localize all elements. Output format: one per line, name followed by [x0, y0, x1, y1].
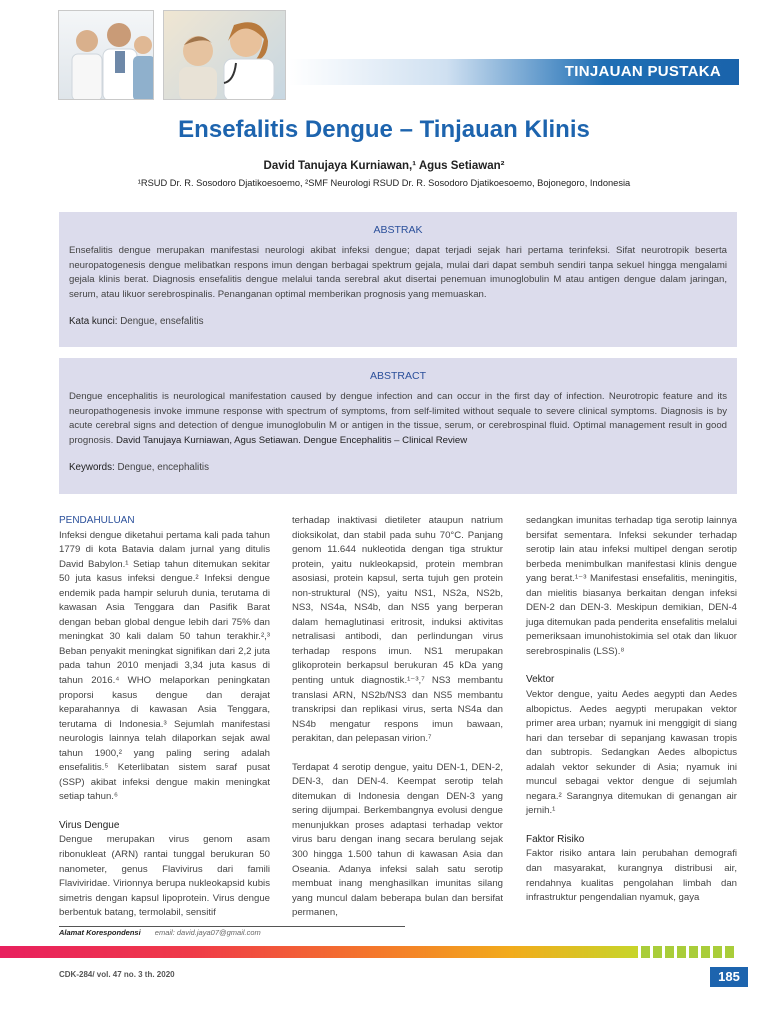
paragraph-virus-b: terhadap inaktivasi dietileter ataupun natrium dioksikolat, dan stabil pada suhu 70°C. Panjang genom 11.644 nukleotida dengan tiga struktur protein, yaitu nukleokapsid, protein membran asosiasi, protein kapsul, serta tujuh gen protein non-struktural (NS), yaitu NS1, NS2a, NS2b, NS3, NS4a, NS4b, dan NS5 yang berperan dalam hemaglutinasi eritrosit, induksi aktivitas netralisasi antibodi, dan perlindungan virus terhadap respons imun. NS1 merupakan glikoprotein berkapsul berukuran 45 kDa yang penting untuk diagnostik.¹⁻³,⁷ NS3 membantu translasi ARN, NS2b/NS3 dan NS5 membantu transkripsi dan replikasi virus, serta NS4a dan NS4b mengatur respons imun bawaan, perakitan, dan pelepasan virion.⁷	[292, 515, 503, 745]
section-heading-pendahuluan: PENDAHULUAN	[59, 515, 135, 526]
subheading-virus-dengue: Virus Dengue	[59, 819, 120, 831]
abstract-body: Dengue encephalitis is neurological manifestation caused by dengue infection and can occur in the first day of infection. Neurotropic feature and its neuropathogenesis invoke immune response with spectrum of symptoms, from self-limited without sequale to severe clinical symptoms. Diagnosis is by acute cerebral signs and detection of dengue imunoglobulin M or antigen in the tissue, serum, or cerebrospinal fluid. Optimal management result in good prognosis.	[69, 391, 727, 446]
abstract-text	[69, 390, 727, 448]
color-stripe	[0, 946, 768, 958]
body-column-2	[292, 514, 503, 921]
subheading-faktor-risiko: Faktor Risiko	[526, 833, 585, 845]
color-stripe-squares	[641, 946, 734, 958]
paragraph-virus-c: Terdapat 4 serotip dengue, yaitu DEN-1, DEN-2, DEN-3, dan DEN-4. Keempat serotip telah ditemukan di Indonesia dengan DEN-3 yang sering dijumpai. Berkembangnya evolusi dengue menunjukkan proses adaptasi terhadap vektor virus baru dengan inang secara berulang sejak 300 hingga 1.500 tahun di kawasan Asia dan Oseania. Adanya infeksi salah satu serotip membuat inang menghasilkan imunitas silang yang muncul dalam beberapa bulan dan bersifat permanen,	[292, 761, 503, 919]
journal-footer: CDK-284/ vol. 47 no. 3 th. 2020	[59, 970, 175, 979]
paragraph-vektor: Vektor dengue, yaitu Aedes aegypti dan Aedes albopictus. Aedes aegypti merupakan vektor primer area urban; nyamuk ini menggigit di siang hari dan tersebar di sepanjang kawasan tropis dan subtropis. Sedangkan Aedes albopictus adalah vektor sekunder di Asia; nyamuk ini muncul sebagai vektor dengue di sejumlah negara.² Sarangnya ditemukan di genangan air jernih.¹	[526, 689, 737, 817]
abstract-box	[59, 358, 737, 494]
category-banner	[289, 59, 739, 85]
abstrak-keywords-label: Kata kunci:	[69, 316, 118, 327]
header-photo-doctors	[58, 10, 154, 100]
color-stripe-gradient	[0, 946, 638, 958]
article-affiliation: ¹RSUD Dr. R. Sosodoro Djatikoesoemo, ²SMF Neurologi RSUD Dr. R. Sosodoro Djatikoesoemo, Bojonegoro, Indonesia	[137, 178, 631, 188]
abstract-keywords-label: Keywords:	[69, 462, 115, 473]
abstract-citation: David Tanujaya Kurniawan, Agus Setiawan. Dengue Encephalitis – Clinical Review	[115, 434, 468, 446]
abstract-keywords	[69, 462, 727, 473]
correspondence-email[interactable]: email: david.jaya07@gmail.com	[154, 928, 261, 937]
paragraph-virus-d: sedangkan imunitas terhadap tiga serotip lainnya bersifat sementara. Infeksi sekunder terhadap serotip lain atau infeksi multipel dengan serotip berbeda menimbulkan manifestasi klinis dengue yang berat.¹⁻³ Manifestasi ensefalitis, meningitis, dan mielitis biasanya berkaitan dengan infeksi DEN-2 dan DEN-3. Meskipun demikian, DEN-4 juga ditemukan pada penderita ensefalitis melalui pemeriksaan imunohistokimia sel otak dan likuor serebrospinalis (LSS).⁸	[526, 515, 737, 657]
paragraph-faktor: Faktor risiko antara lain perubahan demografi dan masyarakat, kurangnya distribusi air, rendahnya kualitas pengolahan limbah dan infrastruktur pengendalian nyamuk, gaya	[526, 848, 737, 904]
paragraph-virus-a: Dengue merupakan virus genom asam ribonukleat (ARN) rantai tunggal berukuran 50 nanometer, genus Flavivirus dari famili Flaviviridae. Virionnya berupa nukleokapsid kubis simetris dengan kapsul lipoprotein. Virus dengue berbentuk batang, termolabil, sensitif	[59, 834, 270, 919]
article-authors: David Tanujaya Kurniawan,¹ Agus Setiawan²	[263, 160, 505, 172]
abstrak-keywords	[69, 316, 727, 327]
abstrak-heading: ABSTRAK	[373, 224, 423, 236]
abstract-heading: ABSTRACT	[369, 370, 426, 382]
subheading-vektor: Vektor	[526, 674, 555, 686]
abstract-keywords-value: Dengue, encephalitis	[117, 462, 209, 473]
header-photo-child-doctor	[163, 10, 286, 100]
correspondence-divider	[59, 926, 405, 927]
paragraph-intro: Infeksi dengue diketahui pertama kali pada tahun 1779 di kota Batavia dalam jurnal yang ditulis David Babylon.¹ Setiap tahun ditemukan sekitar 50 juta kasus infeksi dengue.² Infeksi dengue endemik pada hampir seluruh dunia, terutama di kawasan Asia Tenggara dan Pasifik Barat dengan beban global dengue lebih dari 75% dan meningkat 30 kali dalam 50 tahun terakhir.²,³ Beban penyakit meningkat signifikan dari 2,2 juta pada tahun 2010 menjadi 3,34 juta kasus di tahun 2016.⁴ WHO melaporkan peningkatan proporsi kasus dengue dan derajat keparahannya di kawasan Asia Tenggara, terutama di Indonesia.³ Sejumlah manifestasi neurologis lainnya telah dilaporkan sejak awal tahun 1900,² yang paling sering adalah ensefalitis.⁵ Keterlibatan sistem saraf pusat (SSP) akibat infeksi dengue makin meningkat setiap tahun.⁶	[59, 529, 270, 803]
article-title: Ensefalitis Dengue – Tinjauan Klinis	[178, 116, 590, 143]
abstrak-text: Ensefalitis dengue merupakan manifestasi neurologi akibat infeksi dengue; dapat terjadi sejak hari pertama terinfeksi. Sifat neurotropik beserta neuropatogenesis dengue melibatkan respons imun dengan berbagai spektrum gejala, mulai dari dapat sembuh sendiri tanpa sekuel hingga mengalami gejala klinis berat. Diagnosis ensefalitis dengue melalui tanda serebral akut disertai penemuan imunoglobulin M atau antigen dengue dalam jaringan, serum, atau likuor serebrospinalis. Penanganan optimal memberikan prognosis yang memuaskan.	[69, 245, 727, 300]
page-number: 185	[710, 967, 748, 987]
correspondence	[59, 928, 261, 937]
abstrak-box	[59, 212, 737, 347]
body-column-1	[59, 514, 270, 921]
correspondence-label: Alamat Korespondensi	[59, 928, 141, 937]
abstrak-keywords-value: Dengue, ensefalitis	[120, 316, 204, 327]
category-label: TINJAUAN PUSTAKA	[564, 63, 721, 80]
body-column-3	[526, 514, 737, 906]
